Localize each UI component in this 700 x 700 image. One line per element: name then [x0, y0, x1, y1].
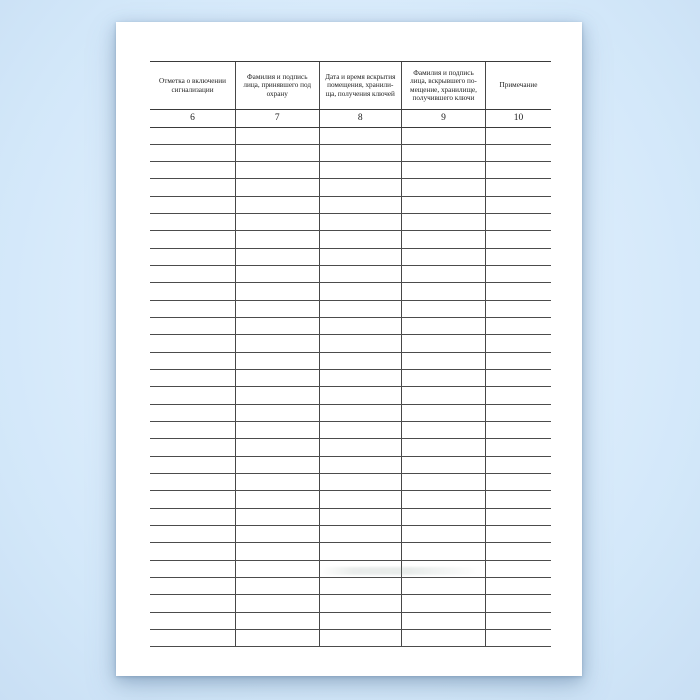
table-cell [150, 301, 236, 317]
table-row [150, 318, 551, 335]
table-cell [402, 335, 486, 351]
column-number-label: 7 [274, 113, 280, 124]
table-row [150, 474, 551, 491]
table-row [150, 387, 551, 404]
table-cell [236, 526, 320, 542]
table-cell [236, 595, 320, 611]
table-cell [236, 457, 320, 473]
table-cell [402, 613, 486, 629]
table-cell [486, 422, 551, 438]
table-cell [402, 179, 486, 195]
table-cell [236, 561, 320, 577]
table-row [150, 231, 551, 248]
table-cell [402, 439, 486, 455]
table-cell [236, 162, 320, 178]
table-cell [236, 613, 320, 629]
column-number-10 [486, 110, 551, 127]
table-cell [236, 128, 320, 144]
column-header-line: Фамилия и подпись [247, 72, 308, 81]
table-cell [150, 162, 236, 178]
column-number-label: 9 [441, 113, 446, 124]
table-cell [150, 439, 236, 455]
table-row [150, 145, 551, 162]
column-number-label: 10 [513, 113, 524, 124]
table-row [150, 543, 551, 560]
column-header-line: получившего ключи [412, 93, 475, 102]
table-cell [486, 301, 551, 317]
journal-table [150, 61, 551, 647]
column-header-line: ща, получения ключей [325, 89, 395, 98]
table-cell [402, 509, 486, 525]
table-cell [236, 283, 320, 299]
table-cell [236, 543, 320, 559]
table-cell [236, 249, 320, 265]
table-row [150, 179, 551, 196]
table-header-row [150, 61, 551, 110]
table-cell [320, 318, 403, 334]
table-cell [236, 266, 320, 282]
table-cell [150, 387, 236, 403]
column-header-9 [402, 62, 486, 109]
table-cell [150, 526, 236, 542]
column-header-line: Отметка о включении [159, 77, 226, 86]
table-row [150, 526, 551, 543]
column-number-label: 6 [190, 113, 195, 124]
table-row [150, 405, 551, 422]
table-cell [486, 179, 551, 195]
table-cell [150, 543, 236, 559]
table-cell [150, 318, 236, 334]
paper-sheet [116, 22, 582, 676]
table-cell [236, 422, 320, 438]
table-cell [150, 128, 236, 144]
table-cell [486, 630, 551, 646]
column-header-line: лица, принявшего под [243, 81, 312, 90]
column-number-6 [150, 110, 236, 127]
table-cell [150, 457, 236, 473]
table-cell [486, 526, 551, 542]
table-cell [402, 578, 486, 594]
table-cell [486, 318, 551, 334]
table-cell [150, 422, 236, 438]
table-cell [150, 249, 236, 265]
table-cell [486, 439, 551, 455]
table-row [150, 162, 551, 179]
table-cell [486, 370, 551, 386]
table-row [150, 197, 551, 214]
table-cell [236, 439, 320, 455]
table-cell [320, 370, 403, 386]
table-cell [320, 439, 403, 455]
table-cell [320, 197, 403, 213]
table-cell [150, 231, 236, 247]
table-cell [320, 543, 403, 559]
table-cell [402, 249, 486, 265]
table-cell [402, 266, 486, 282]
table-cell [236, 318, 320, 334]
table-cell [236, 387, 320, 403]
table-cell [236, 214, 320, 230]
table-cell [150, 491, 236, 507]
table-cell [150, 197, 236, 213]
table-body [150, 128, 551, 648]
table-cell [236, 405, 320, 421]
column-number-8 [320, 110, 403, 127]
table-cell [402, 422, 486, 438]
table-cell [236, 474, 320, 490]
table-cell [150, 578, 236, 594]
table-cell [320, 630, 403, 646]
column-header-line: Примечание [499, 81, 538, 90]
table-row [150, 457, 551, 474]
table-cell [150, 179, 236, 195]
table-cell [320, 387, 403, 403]
table-cell [236, 578, 320, 594]
table-cell [150, 353, 236, 369]
table-row [150, 509, 551, 526]
table-cell [150, 145, 236, 161]
table-cell [320, 509, 403, 525]
table-cell [402, 526, 486, 542]
table-cell [236, 630, 320, 646]
table-cell [402, 301, 486, 317]
table-row [150, 613, 551, 630]
table-cell [236, 145, 320, 161]
table-cell [402, 370, 486, 386]
table-cell [486, 595, 551, 611]
table-cell [236, 301, 320, 317]
table-row [150, 128, 551, 145]
table-cell [486, 543, 551, 559]
table-cell [150, 613, 236, 629]
table-cell [236, 335, 320, 351]
column-number-label: 8 [357, 113, 363, 124]
table-cell [320, 249, 403, 265]
table-cell [320, 283, 403, 299]
table-cell [402, 283, 486, 299]
column-header-line: сигнализации [171, 85, 214, 94]
table-row [150, 630, 551, 647]
column-header-line: помещения, хранили- [327, 81, 394, 90]
table-cell [486, 197, 551, 213]
column-header-line: Фамилия и подпись [413, 68, 474, 77]
table-cell [486, 335, 551, 351]
table-cell [150, 335, 236, 351]
table-cell [150, 509, 236, 525]
table-cell [402, 561, 486, 577]
table-cell [486, 128, 551, 144]
table-row [150, 249, 551, 266]
table-cell [150, 630, 236, 646]
table-cell [236, 370, 320, 386]
table-cell [320, 162, 403, 178]
table-cell [236, 197, 320, 213]
table-cell [320, 613, 403, 629]
table-cell [486, 162, 551, 178]
table-cell [486, 474, 551, 490]
column-header-line: мещение, хранилище, [410, 85, 477, 94]
table-row [150, 491, 551, 508]
table-cell [320, 301, 403, 317]
table-cell [402, 543, 486, 559]
table-cell [320, 474, 403, 490]
table-cell [320, 231, 403, 247]
table-cell [402, 197, 486, 213]
table-cell [320, 266, 403, 282]
table-row [150, 578, 551, 595]
table-cell [486, 613, 551, 629]
table-cell [320, 145, 403, 161]
table-cell [320, 214, 403, 230]
table-cell [402, 231, 486, 247]
table-cell [320, 422, 403, 438]
table-cell [486, 231, 551, 247]
column-header-7 [236, 62, 320, 109]
table-cell [320, 578, 403, 594]
table-cell [402, 145, 486, 161]
table-cell [402, 214, 486, 230]
table-cell [150, 266, 236, 282]
table-cell [486, 387, 551, 403]
column-header-line: лица, вскрывшего по- [410, 77, 477, 86]
table-cell [320, 405, 403, 421]
table-cell [236, 353, 320, 369]
table-cell [320, 179, 403, 195]
table-cell [320, 353, 403, 369]
column-number-row [150, 110, 551, 128]
table-cell [236, 509, 320, 525]
table-row [150, 283, 551, 300]
table-row [150, 353, 551, 370]
table-cell [150, 595, 236, 611]
table-cell [402, 162, 486, 178]
table-row [150, 561, 551, 578]
table-cell [320, 457, 403, 473]
table-cell [150, 214, 236, 230]
table-cell [320, 128, 403, 144]
table-cell [486, 145, 551, 161]
table-row [150, 301, 551, 318]
table-cell [402, 491, 486, 507]
table-cell [402, 405, 486, 421]
table-cell [486, 509, 551, 525]
column-header-8 [320, 62, 403, 109]
table-cell [150, 370, 236, 386]
table-row [150, 214, 551, 231]
table-cell [150, 561, 236, 577]
table-cell [486, 491, 551, 507]
table-cell [402, 128, 486, 144]
table-cell [320, 491, 403, 507]
column-header-10 [486, 62, 551, 109]
table-cell [486, 249, 551, 265]
table-row [150, 370, 551, 387]
table-cell [320, 595, 403, 611]
table-cell [236, 491, 320, 507]
table-cell [486, 283, 551, 299]
table-row [150, 335, 551, 352]
table-cell [150, 474, 236, 490]
table-row [150, 439, 551, 456]
table-cell [402, 353, 486, 369]
table-cell [486, 214, 551, 230]
table-cell [150, 283, 236, 299]
table-cell [402, 474, 486, 490]
column-number-7 [236, 110, 320, 127]
column-header-line: Дата и время вскрытия [325, 72, 396, 81]
table-cell [402, 318, 486, 334]
table-cell [402, 387, 486, 403]
column-number-9 [402, 110, 486, 127]
table-cell [402, 630, 486, 646]
column-header-6 [150, 62, 236, 109]
column-header-line: охрану [266, 89, 288, 98]
table-row [150, 595, 551, 612]
table-cell [486, 457, 551, 473]
table-cell [486, 266, 551, 282]
table-cell [320, 526, 403, 542]
table-cell [236, 179, 320, 195]
table-row [150, 266, 551, 283]
table-cell [320, 335, 403, 351]
table-cell [486, 353, 551, 369]
table-cell [402, 457, 486, 473]
table-cell [236, 231, 320, 247]
table-cell [402, 595, 486, 611]
table-cell [486, 578, 551, 594]
table-row [150, 422, 551, 439]
table-cell [486, 561, 551, 577]
table-cell [486, 405, 551, 421]
table-cell [150, 405, 236, 421]
table-cell [320, 561, 403, 577]
